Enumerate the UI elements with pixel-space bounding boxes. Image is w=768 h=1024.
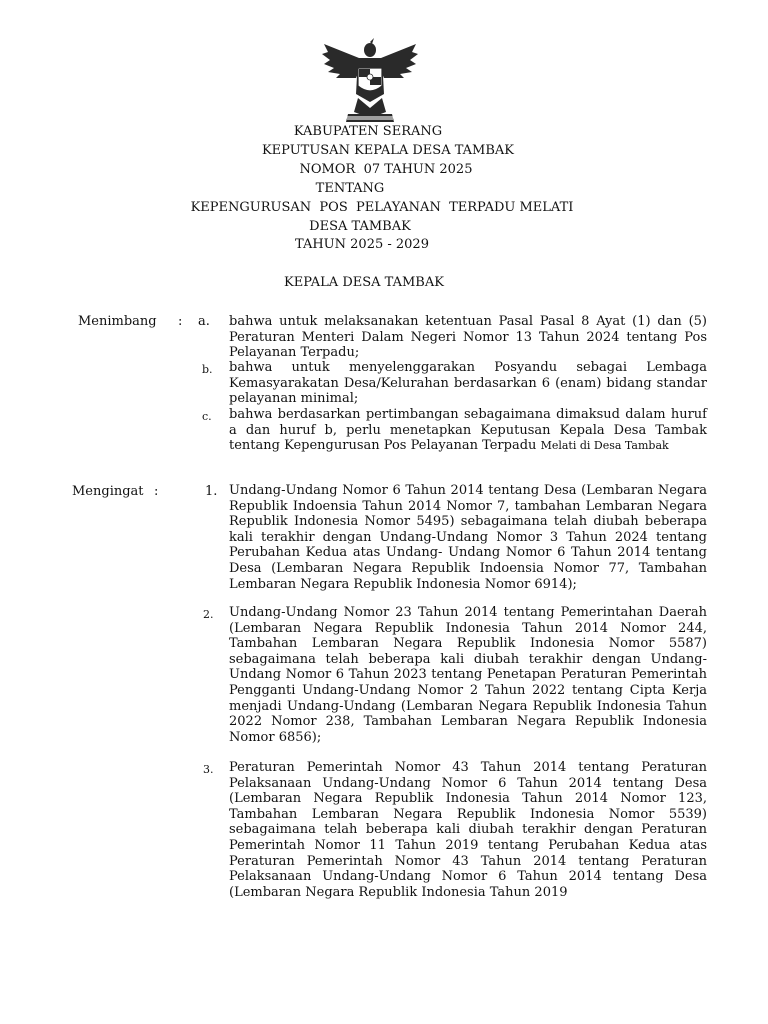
menimbang-marker-b: b.: [202, 363, 213, 376]
mengingat-item-2: Undang-Undang Nomor 23 Tahun 2014 tentang Pemerintahan Daerah (Lembaran Negara Republik Indonesia Tahun 2014 Nomor 244, Tambahan Lembaran Negara Republik Indonesia Nomor 5587) sebagaimana telah beberapa kali diubah terakhir dengan Undang-Undang Nomor 6 Tahun 2023 tentang Penetapan Peraturan Pemerintah Pengganti Undang-Undang Nomor 2 Tahun 2022 tentang Cipta Kerja menjadi Undang-Undang (Lembaran Negara Republik Indonesia Tahun 2022 Nomor 238, Tambahan Lembaran Negara Republik Indonesia Nomor 6856);: [229, 605, 707, 745]
header-period: TAHUN 2025 - 2029: [295, 237, 429, 252]
mengingat-label: Mengingat: [72, 484, 144, 499]
mengingat-item-3: Peraturan Pemerintah Nomor 43 Tahun 2014 tentang Peraturan Pelaksanaan Undang-Undang Nomor 6 Tahun 2014 tentang Desa (Lembaran Negara Republik Indonesia Tahun 2014 Nomor 123, Tambahan Lembaran Negara Republik Indonesia Nomor 5539) sebagaimana telah beberapa kali diubah terakhir dengan Peraturan Pemerintah Nomor 11 Tahun 2019 tentang Perubahan Kedua atas Peraturan Pemerintah Nomor 43 Tahun 2014 tentang Peraturan Pelaksanaan Undang-Undang Nomor 6 Tahun 2014 tentang Desa (Lembaran Negara Republik Indonesia Tahun 2019: [229, 760, 707, 900]
mengingat-marker-3: 3.: [203, 763, 214, 776]
header-decree-title: KEPUTUSAN KEPALA DESA TAMBAK: [261, 143, 515, 158]
header-decree-number: NOMOR 07 TAHUN 2025: [299, 162, 473, 177]
header-regency: KABUPATEN SERANG: [293, 124, 443, 139]
mengingat-marker-2: 2.: [203, 608, 214, 621]
menimbang-item-c-tail: Melati di Desa Tambak: [540, 439, 669, 453]
header-village-head: KEPALA DESA TAMBAK: [284, 275, 444, 290]
mengingat-colon: :: [154, 484, 159, 499]
menimbang-item-a: bahwa untuk melaksanakan ketentuan Pasal Pasal 8 Ayat (1) dan (5) Peraturan Menteri Dalam Negeri Nomor 13 Tahun 2024 tentang Pos Pelayanan Terpadu;: [229, 314, 707, 361]
header-village: DESA TAMBAK: [309, 219, 411, 234]
header-about: TENTANG: [315, 181, 385, 196]
garuda-emblem-icon: [318, 38, 422, 124]
menimbang-colon: :: [178, 314, 183, 329]
menimbang-item-c: [229, 407, 707, 454]
header-subject: KEPENGURUSAN POS PELAYANAN TERPADU MELATI: [190, 200, 574, 215]
menimbang-item-b: bahwa untuk menyelenggarakan Posyandu sebagai Lembaga Kemasyarakatan Desa/Kelurahan berdasarkan 6 (enam) bidang standar pelayanan minimal;: [229, 360, 707, 407]
menimbang-item-c-text: bahwa berdasarkan pertimbangan sebagaimana dimaksud dalam huruf a dan huruf b, perlu menetapkan Keputusan Kepala Desa Tambak tentang Kepengurusan Pos Pelayanan Terpadu: [229, 407, 707, 454]
mengingat-marker-1: 1.: [205, 484, 218, 499]
menimbang-marker-c: c.: [202, 410, 212, 423]
mengingat-item-1: Undang-Undang Nomor 6 Tahun 2014 tentang Desa (Lembaran Negara Republik Indoensia Tahun 2014 Nomor 7, tambahan Lembaran Negara Republik Indonesia Nomor 5495) sebagaimana telah diubah beberapa kali terakhir dengan Undang-Undang Nomor 3 Tahun 2024 tentang Perubahan Kedua atas Undang- Undang Nomor 6 Tahun 2014 tentang Desa (Lembaran Negara Republik Indoensia Nomor 77, Tambahan Lembaran Negara Republik Indonesia Nomor 6914);: [229, 483, 707, 592]
menimbang-label: Menimbang: [78, 314, 157, 329]
menimbang-marker-a: a.: [198, 314, 210, 329]
